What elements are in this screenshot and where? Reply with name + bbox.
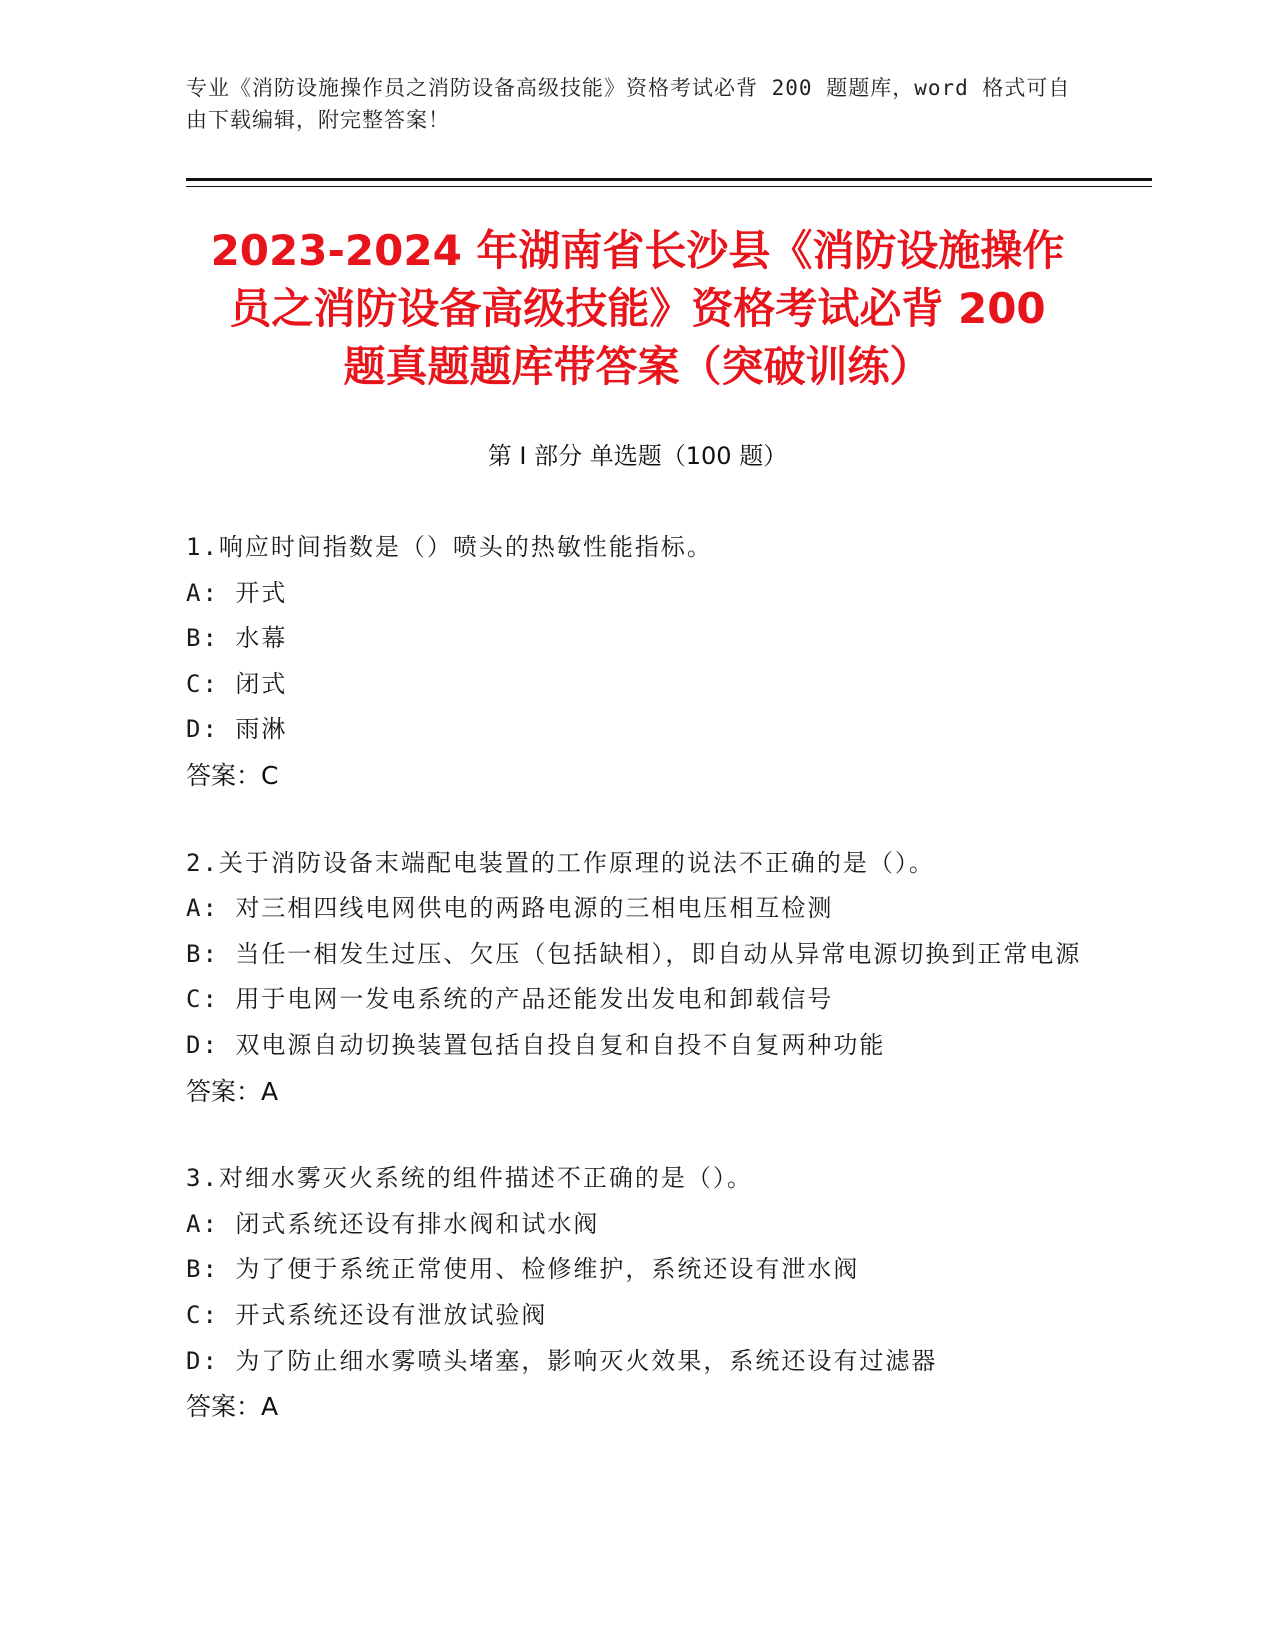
header-divider-thick — [186, 178, 1152, 181]
option-a: A: 对三相四线电网供电的两路电源的三相电压相互检测 — [186, 894, 834, 923]
answer: 答案：C — [186, 760, 279, 790]
title-line-3: 题真题题库带答案（突破训练） — [343, 342, 932, 391]
option-d: D: 双电源自动切换装置包括自投自复和自投不自复两种功能 — [186, 1030, 886, 1059]
option-c: C: 闭式 — [186, 669, 288, 698]
title-line-2: 员之消防设备高级技能》资格考试必背 200 — [229, 284, 1046, 333]
question-3 — [186, 1156, 1086, 1430]
option-d: D: 为了防止细水雾喷头堵塞，影响灭火效果，系统还设有过滤器 — [186, 1346, 938, 1375]
option-c: C: 开式系统还设有泄放试验阀 — [186, 1300, 548, 1329]
option-b: B: 为了便于系统正常使用、检修维护，系统还设有泄水阀 — [186, 1255, 860, 1284]
header-divider-thin — [186, 186, 1152, 187]
answer: 答案：A — [186, 1076, 279, 1106]
option-a: A: 闭式系统还设有排水阀和试水阀 — [186, 1209, 600, 1238]
question-list — [186, 525, 1086, 1472]
option-d: D: 雨淋 — [186, 715, 288, 744]
question-stem: 3.对细水雾灭火系统的组件描述不正确的是（）。 — [186, 1164, 753, 1193]
title-line-1: 2023-2024 年湖南省长沙县《消防设施操作 — [210, 226, 1065, 275]
option-b: B: 水幕 — [186, 624, 288, 653]
header-note: 专业《消防设施操作员之消防设备高级技能》资格考试必背 200 题题库，word 格式可自由下载编辑，附完整答案！ — [186, 76, 1071, 132]
option-b: B: 当任一相发生过压、欠压（包括缺相），即自动从异常电源切换到正常电源 — [186, 939, 1082, 968]
answer: 答案：A — [186, 1392, 279, 1422]
section-title: 第 I 部分 单选题（100 题） — [487, 442, 788, 470]
option-a: A: 开式 — [186, 578, 288, 607]
question-stem: 1.响应时间指数是（）喷头的热敏性能指标。 — [186, 533, 713, 561]
document-title — [160, 222, 1115, 396]
question-1 — [186, 525, 1086, 799]
question-2 — [186, 841, 1086, 1115]
question-stem: 2.关于消防设备末端配电装置的工作原理的说法不正确的是（）。 — [186, 848, 935, 877]
option-c: C: 用于电网一发电系统的产品还能发出发电和卸载信号 — [186, 985, 834, 1014]
